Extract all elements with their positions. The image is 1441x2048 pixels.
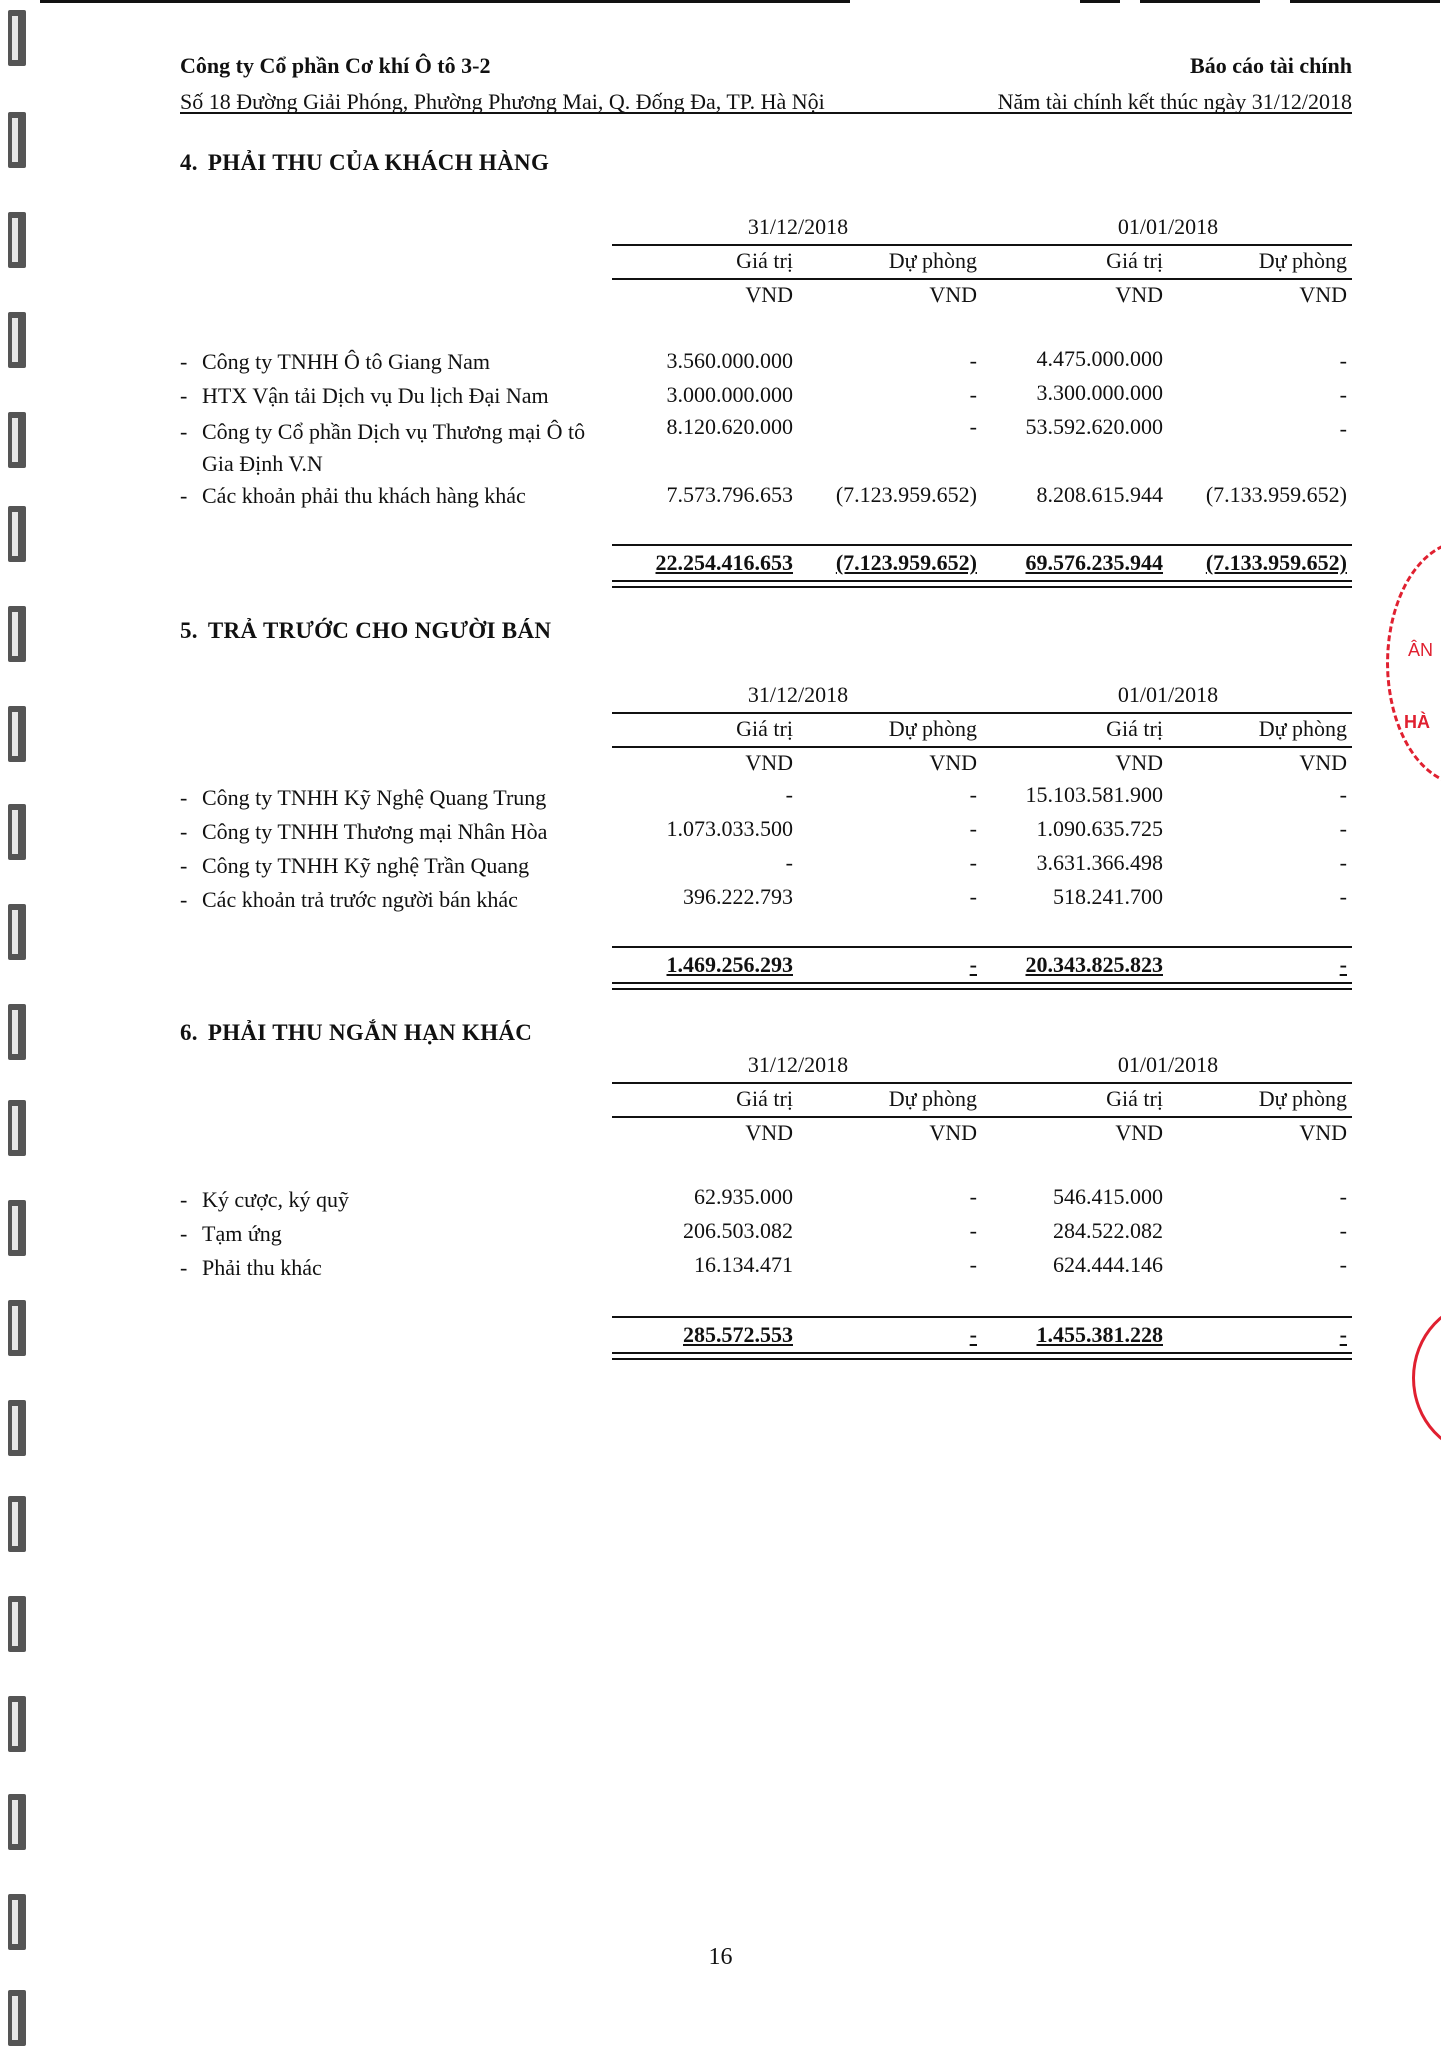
cell: - [969, 850, 977, 875]
top-rule [1080, 0, 1120, 3]
cell: 62.935.000 [694, 1184, 793, 1209]
cell: 1.090.635.725 [1036, 816, 1163, 841]
col-value-2: Giá trị [1106, 248, 1163, 273]
total-cell: - [969, 952, 977, 977]
unit-3: VND [1115, 1120, 1163, 1145]
rule [612, 1116, 1352, 1118]
col-provision-2: Dự phòng [1258, 248, 1347, 273]
seal-text: HÀ [1404, 712, 1430, 732]
dash: - [180, 349, 188, 374]
table-row-label [180, 850, 610, 882]
cell: 15.103.581.900 [1025, 782, 1163, 807]
section-number: 4. [180, 150, 198, 175]
dash: - [180, 1187, 188, 1212]
dash: - [180, 419, 188, 444]
table-row-label [180, 884, 610, 916]
total-cell: - [1339, 952, 1347, 977]
binding-tab [8, 904, 26, 960]
label: Công ty TNHH Thương mại Nhân Hòa [202, 819, 548, 844]
binding-tab [8, 1200, 26, 1256]
cell: - [1339, 348, 1347, 373]
cell: - [969, 1184, 977, 1209]
label: Các khoản phải thu khách hàng khác [202, 483, 526, 508]
table-row-label [180, 416, 610, 480]
col-provision-1: Dự phòng [888, 248, 977, 273]
cell: - [785, 782, 793, 807]
dash: - [180, 1255, 188, 1280]
table-row-label [180, 1218, 610, 1250]
binding-tab [8, 412, 26, 468]
cell: 3.300.000.000 [1036, 380, 1163, 405]
binding-tab [8, 1496, 26, 1552]
total-cell: - [969, 1322, 977, 1347]
cell: - [1339, 816, 1347, 841]
cell: - [785, 850, 793, 875]
cell: 1.073.033.500 [666, 816, 793, 841]
double-rule [612, 580, 1352, 588]
binding-tab [8, 1596, 26, 1652]
cell: - [969, 382, 977, 407]
table-row-label [180, 1184, 610, 1216]
section-5-title [180, 618, 561, 644]
rule [612, 712, 1352, 714]
rule [612, 544, 1352, 546]
cell: 518.241.700 [1053, 884, 1163, 909]
unit-4: VND [1299, 750, 1347, 775]
cell: - [969, 782, 977, 807]
binding-tab [8, 506, 26, 562]
cell: 206.503.082 [683, 1218, 793, 1243]
unit-4: VND [1299, 282, 1347, 307]
label: Công ty TNHH Kỹ nghệ Trần Quang [202, 853, 530, 878]
rule [612, 946, 1352, 948]
cell: - [969, 348, 977, 373]
total-cell: 1.469.256.293 [666, 952, 793, 977]
binding-tab [8, 706, 26, 762]
cell: 8.120.620.000 [666, 414, 793, 439]
section-heading: TRẢ TRƯỚC CHO NGƯỜI BÁN [207, 618, 552, 643]
dash: - [180, 483, 188, 508]
rule [612, 1082, 1352, 1084]
unit-2: VND [929, 750, 977, 775]
total-cell: (7.133.959.652) [1205, 550, 1347, 575]
col-provision-1: Dự phòng [888, 1086, 977, 1111]
dash: - [180, 887, 188, 912]
section-number: 5. [180, 618, 198, 643]
report-title: Báo cáo tài chính [1190, 53, 1352, 78]
binding-tab [8, 1100, 26, 1156]
label: Ký cược, ký quỹ [202, 1187, 349, 1212]
section-heading: PHẢI THU CỦA KHÁCH HÀNG [207, 150, 550, 175]
cell: 16.134.471 [694, 1252, 793, 1277]
double-rule [612, 982, 1352, 990]
cell: 396.222.793 [683, 884, 793, 909]
binding-tab [8, 1990, 26, 2046]
col-provision-2: Dự phòng [1258, 716, 1347, 741]
cell: - [969, 816, 977, 841]
double-rule [612, 1352, 1352, 1360]
cell: 8.208.615.944 [1036, 482, 1163, 507]
cell: - [1339, 782, 1347, 807]
unit-3: VND [1115, 750, 1163, 775]
binding-margin [0, 0, 40, 2048]
table-row-label [180, 380, 610, 412]
period-header-2: 01/01/2018 [1117, 682, 1219, 707]
total-cell: (7.123.959.652) [835, 550, 977, 575]
cell: - [969, 1218, 977, 1243]
binding-tab [8, 312, 26, 368]
cell: 3.560.000.000 [666, 348, 793, 373]
binding-tab [8, 1894, 26, 1950]
binding-tab [8, 1794, 26, 1850]
cell: - [1339, 1252, 1347, 1277]
section-heading: PHẢI THU NGẮN HẠN KHÁC [207, 1020, 533, 1045]
col-value-1: Giá trị [736, 1086, 793, 1111]
section-number: 6. [180, 1020, 198, 1045]
cell: - [1339, 884, 1347, 909]
rule [612, 278, 1352, 280]
cell: 284.522.082 [1053, 1218, 1163, 1243]
cell: 53.592.620.000 [1025, 414, 1163, 439]
binding-tab [8, 1004, 26, 1060]
section-4-title [180, 150, 559, 176]
section-6-title [180, 1020, 542, 1046]
label: Công ty TNHH Kỹ Nghệ Quang Trung [202, 785, 547, 810]
cell: - [1339, 1184, 1347, 1209]
cell: 7.573.796.653 [666, 482, 793, 507]
label: Công ty TNHH Ô tô Giang Nam [202, 349, 491, 374]
cell: - [1339, 382, 1347, 407]
col-value-2: Giá trị [1106, 716, 1163, 741]
label: Phải thu khác [202, 1255, 322, 1280]
col-value-1: Giá trị [736, 248, 793, 273]
top-rule [1290, 0, 1440, 3]
col-provision-1: Dự phòng [888, 716, 977, 741]
table-row-label [180, 1252, 610, 1284]
col-value-2: Giá trị [1106, 1086, 1163, 1111]
period-header-1: 31/12/2018 [747, 1052, 849, 1077]
unit-1: VND [745, 750, 793, 775]
unit-4: VND [1299, 1120, 1347, 1145]
unit-2: VND [929, 282, 977, 307]
total-cell: 69.576.235.944 [1025, 550, 1163, 575]
cell: - [969, 1252, 977, 1277]
total-cell: 22.254.416.653 [655, 550, 793, 575]
dash: - [180, 785, 188, 810]
cell: 3.000.000.000 [666, 382, 793, 407]
top-rule [40, 0, 850, 3]
rule [612, 1316, 1352, 1318]
cell: 4.475.000.000 [1036, 346, 1163, 371]
col-provision-2: Dự phòng [1258, 1086, 1347, 1111]
unit-3: VND [1115, 282, 1163, 307]
cell: (7.133.959.652) [1205, 482, 1347, 507]
cell: (7.123.959.652) [835, 482, 977, 507]
label: Tạm ứng [202, 1221, 282, 1246]
binding-tab [8, 1300, 26, 1356]
binding-tab [8, 212, 26, 268]
fiscal-year: Năm tài chính kết thúc ngày 31/12/2018 [997, 89, 1352, 114]
company-seal [1386, 540, 1441, 786]
page-number: 16 [708, 1944, 733, 1970]
total-cell: 1.455.381.228 [1036, 1322, 1163, 1347]
total-cell: - [1339, 1322, 1347, 1347]
cell: - [969, 884, 977, 909]
seal-text: ÂN [1408, 640, 1434, 660]
binding-tab [8, 804, 26, 860]
table-row-label [180, 816, 610, 848]
label: Công ty Cổ phần Dịch vụ Thương mại Ô tô Gia Định V.N [202, 419, 586, 476]
dash: - [180, 853, 188, 878]
binding-tab [8, 10, 26, 66]
header-rule [180, 112, 1352, 114]
label: Các khoản trả trước người bán khác [202, 887, 518, 912]
table-row-label [180, 346, 610, 378]
cell: 546.415.000 [1053, 1184, 1163, 1209]
table-row-label [180, 782, 610, 814]
unit-1: VND [745, 1120, 793, 1145]
cell: 624.444.146 [1053, 1252, 1163, 1277]
period-header-2: 01/01/2018 [1117, 1052, 1219, 1077]
dash: - [180, 383, 188, 408]
binding-tab [8, 112, 26, 168]
cell: - [1339, 416, 1347, 441]
binding-tab [8, 606, 26, 662]
unit-1: VND [745, 282, 793, 307]
unit-2: VND [929, 1120, 977, 1145]
period-header-2: 01/01/2018 [1117, 214, 1219, 239]
cell: - [969, 414, 977, 439]
company-address: Số 18 Đường Giải Phóng, Phường Phương Mai, Q. Đống Đa, TP. Hà Nội [180, 89, 825, 114]
binding-tab [8, 1400, 26, 1456]
total-cell: 20.343.825.823 [1025, 952, 1163, 977]
binding-tab [8, 1696, 26, 1752]
dash: - [180, 819, 188, 844]
rule [612, 244, 1352, 246]
cell: - [1339, 1218, 1347, 1243]
table-row-label [180, 480, 610, 512]
dash: - [180, 1221, 188, 1246]
total-cell: 285.572.553 [683, 1322, 793, 1347]
page-header [180, 48, 1352, 120]
cell: - [1339, 850, 1347, 875]
period-header-1: 31/12/2018 [747, 682, 849, 707]
company-seal [1412, 1300, 1441, 1456]
period-header-1: 31/12/2018 [747, 214, 849, 239]
top-rule [1140, 0, 1260, 3]
col-value-1: Giá trị [736, 716, 793, 741]
cell: 3.631.366.498 [1036, 850, 1163, 875]
company-name: Công ty Cổ phần Cơ khí Ô tô 3-2 [180, 53, 491, 78]
label: HTX Vận tải Dịch vụ Du lịch Đại Nam [202, 383, 549, 408]
rule [612, 746, 1352, 748]
